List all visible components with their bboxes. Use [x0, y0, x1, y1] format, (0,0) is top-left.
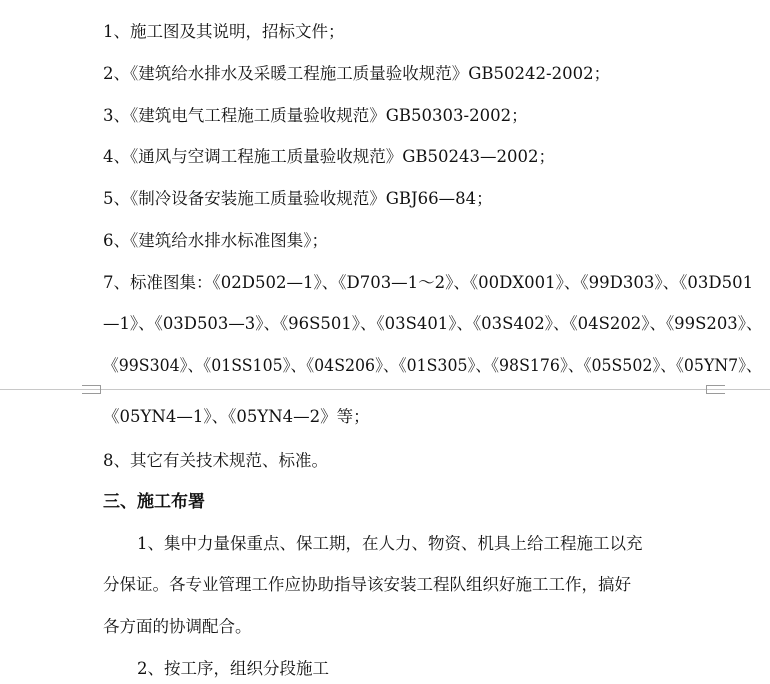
doc-line-6: 6、《建筑给水排水标准图集》；	[103, 231, 328, 250]
doc-line-11: 8、其它有关技术规范、标准。	[103, 451, 328, 470]
page-corner-mark-left	[82, 385, 101, 394]
doc-line-14: 分保证。各专业管理工作应协助指导该安装工程队组织好施工工作，搞好	[103, 575, 631, 594]
doc-line-5: 5、《制冷设备安装施工质量验收规范》GBJ66—84；	[103, 189, 493, 208]
doc-line-10: 《05YN4—1》、《05YN4—2》等；	[103, 407, 370, 426]
doc-line-15: 各方面的协调配合。	[103, 617, 252, 636]
doc-line-1: 1、施工图及其说明，招标文件；	[103, 22, 345, 41]
doc-line-7: 7、标准图集：《02D502—1》、《D703—1～2》、《00DX001》、《99D303》、《03D501	[103, 273, 754, 292]
doc-line-2: 2、《建筑给水排水及采暖工程施工质量验收规范》GB50242-2002；	[103, 64, 611, 83]
doc-line-8: —1》、《03D503—3》、《96S501》、《03S401》、《03S402》、《04S202》、《99S203》、	[103, 314, 763, 333]
page-break-line	[0, 389, 770, 390]
doc-line-9: 《99S304》、《01SS105》、《04S206》、《01S305》、《98S176》、《05S502》、《05YN7》、	[103, 356, 762, 375]
page-corner-mark-right	[706, 385, 725, 394]
doc-line-16: 2、按工序，组织分段施工	[137, 659, 329, 678]
section-heading: 三、施工布署	[103, 492, 205, 512]
doc-line-3: 3、《建筑电气工程施工质量验收规范》GB50303-2002；	[103, 106, 528, 125]
doc-line-13: 1、集中力量保重点、保工期，在人力、物资、机具上给工程施工以充	[137, 534, 643, 553]
doc-line-4: 4、《通风与空调工程施工质量验收规范》GB50243—2002；	[103, 147, 556, 166]
